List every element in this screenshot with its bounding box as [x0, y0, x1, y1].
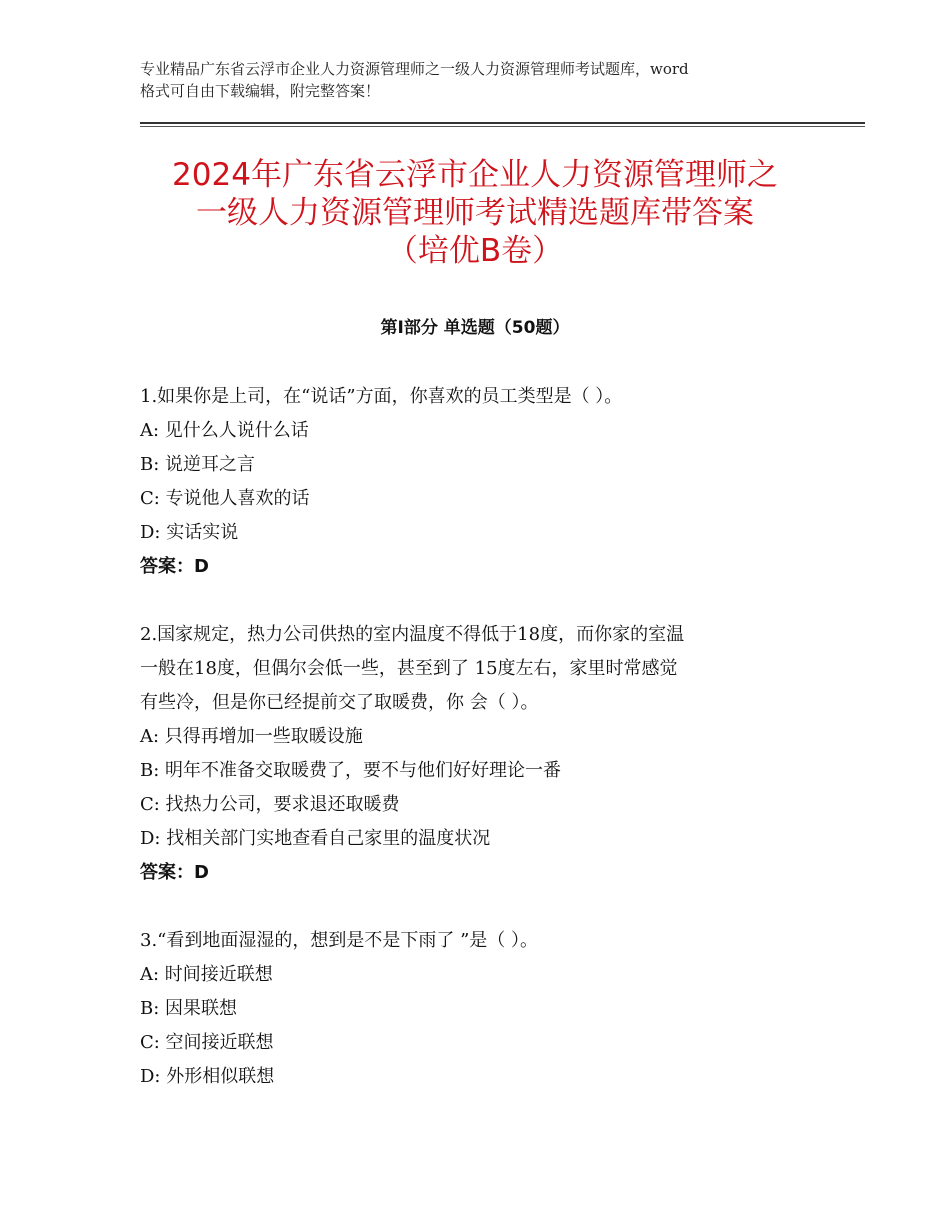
header-note-line-2: 格式可自由下载编辑，附完整答案！	[140, 82, 381, 100]
header-divider-thin	[140, 126, 865, 127]
option-d: D: 找相关部门实地查看自己家里的温度状况	[140, 828, 491, 849]
answer-label: 答案：D	[140, 556, 209, 577]
question-list	[140, 380, 820, 1128]
document-title-line-1: 2024年广东省云浮市企业人力资源管理师之	[172, 157, 778, 193]
document-title	[0, 156, 950, 270]
answer-label: 答案：D	[140, 862, 209, 883]
question-stem-line-3: 有些冷，但是你已经提前交了取暖费，你 会（ ）。	[140, 692, 539, 713]
option-d: D: 外形相似联想	[140, 1066, 275, 1087]
option-b: B: 因果联想	[140, 998, 238, 1019]
question-1	[140, 380, 820, 584]
option-b: B: 明年不准备交取暖费了，要不与他们好好理论一番	[140, 760, 562, 781]
option-c: C: 空间接近联想	[140, 1032, 274, 1053]
document-title-line-2: 一级人力资源管理师考试精选题库带答案	[196, 195, 754, 231]
question-stem: 1.如果你是上司，在“说话”方面，你喜欢的员工类型是（ ）。	[140, 386, 623, 407]
document-title-line-3: （培优B卷）	[386, 233, 564, 269]
option-c: C: 专说他人喜欢的话	[140, 488, 310, 509]
option-d: D: 实话实说	[140, 522, 239, 543]
header-divider-thick	[140, 122, 865, 124]
header-note	[140, 58, 840, 102]
option-c: C: 找热力公司，要求退还取暖费	[140, 794, 400, 815]
option-a: A: 时间接近联想	[140, 964, 273, 985]
question-stem-line-1: 2.国家规定，热力公司供热的室内温度不得低于18度，而你家的室温	[140, 624, 685, 645]
section-title: 第Ⅰ部分 单选题（50题）	[380, 318, 570, 338]
question-3	[140, 924, 820, 1094]
question-2	[140, 618, 820, 890]
option-b: B: 说逆耳之言	[140, 454, 256, 475]
question-stem-line-2: 一般在18度，但偶尔会低一些，甚至到了 15度左右，家里时常感觉	[140, 658, 678, 679]
option-a: A: 只得再增加一些取暖设施	[140, 726, 363, 747]
header-note-line-1: 专业精品广东省云浮市企业人力资源管理师之一级人力资源管理师考试题库，word	[140, 60, 689, 78]
option-a: A: 见什么人说什么话	[140, 420, 309, 441]
question-stem: 3.“看到地面湿湿的，想到是不是下雨了 ”是（ ）。	[140, 930, 539, 951]
